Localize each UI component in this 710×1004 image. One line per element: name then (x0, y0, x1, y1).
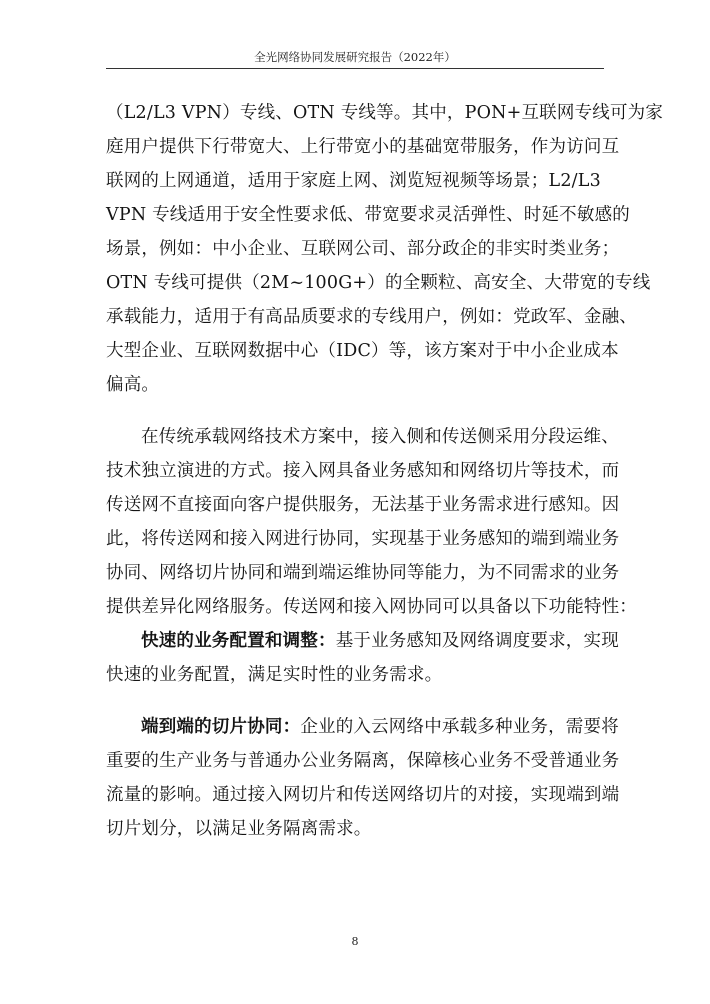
paragraph-services (106, 96, 664, 402)
text-line: OTN 专线可提供（2M~100G+）的全颗粒、高安全、大带宽的专线 (106, 273, 651, 293)
text-line: （L2/L3 VPN）专线、OTN 专线等。其中，PON+互联网专线可为家 (106, 103, 664, 123)
paragraph-traditional-network (106, 420, 637, 624)
body-text (106, 96, 664, 846)
text-line (106, 710, 619, 744)
text-line: 承载能力，适用于有高品质要求的专线用户，例如：党政军、金融、 (106, 307, 637, 327)
text-line: 场景，例如：中小企业、互联网公司、部分政企的非实时类业务； (106, 239, 620, 259)
text-line: 重要的生产业务与普通办公业务隔离，保障核心业务不受普通业务 (106, 751, 620, 771)
paragraph-slice-coordination (106, 710, 620, 846)
text-line: 技术独立演进的方式。接入网具备业务感知和网络切片等技术，而 (106, 461, 620, 481)
page-number: 8 (351, 935, 359, 948)
text-line: 此，将传送网和接入网进行协同，实现基于业务感知的端到端业务 (106, 529, 620, 549)
text-line: 偏高。 (106, 375, 160, 395)
text-line: 在传统承载网络技术方案中，接入侧和传送侧采用分段运维、 (141, 427, 619, 447)
text-line: 快速的业务配置，满足实时性的业务需求。 (106, 665, 443, 685)
text-line: 流量的影响。通过接入网切片和传送网络切片的对接，实现端到端 (106, 785, 620, 805)
text-line: 协同、网络切片协同和端到端运维协同等能力，为不同需求的业务 (106, 563, 620, 583)
text-line: 大型企业、互联网数据中心（IDC）等，该方案对于中小企业成本 (106, 341, 619, 361)
text-line (106, 624, 619, 658)
text-line: 庭用户提供下行带宽大、上行带宽小的基础宽带服务，作为访问互 (106, 137, 620, 157)
feature-text: 企业的入云网络中承载多种业务，需要将 (300, 717, 619, 737)
running-header: 全光网络协同发展研究报告（2022年） (254, 50, 456, 64)
feature-heading: 快速的业务配置和调整： (141, 631, 336, 651)
header-divider (106, 68, 604, 69)
text-line: 切片划分，以满足业务隔离需求。 (106, 819, 372, 839)
text-line: 提供差异化网络服务。传送网和接入网协同可以具备以下功能特性： (106, 597, 637, 617)
feature-heading: 端到端的切片协同： (141, 717, 301, 737)
paragraph-gap (106, 692, 606, 710)
paragraph-gap (106, 402, 606, 420)
paragraph-fast-config (106, 624, 619, 692)
text-line: 联网的上网通道，适用于家庭上网、浏览短视频等场景；L2/L3 (106, 171, 601, 191)
text-line: VPN 专线适用于安全性要求低、带宽要求灵活弹性、时延不敏感的 (106, 205, 630, 225)
text-line: 传送网不直接面向客户提供服务，无法基于业务需求进行感知。因 (106, 495, 620, 515)
feature-text: 基于业务感知及网络调度要求，实现 (335, 631, 619, 651)
